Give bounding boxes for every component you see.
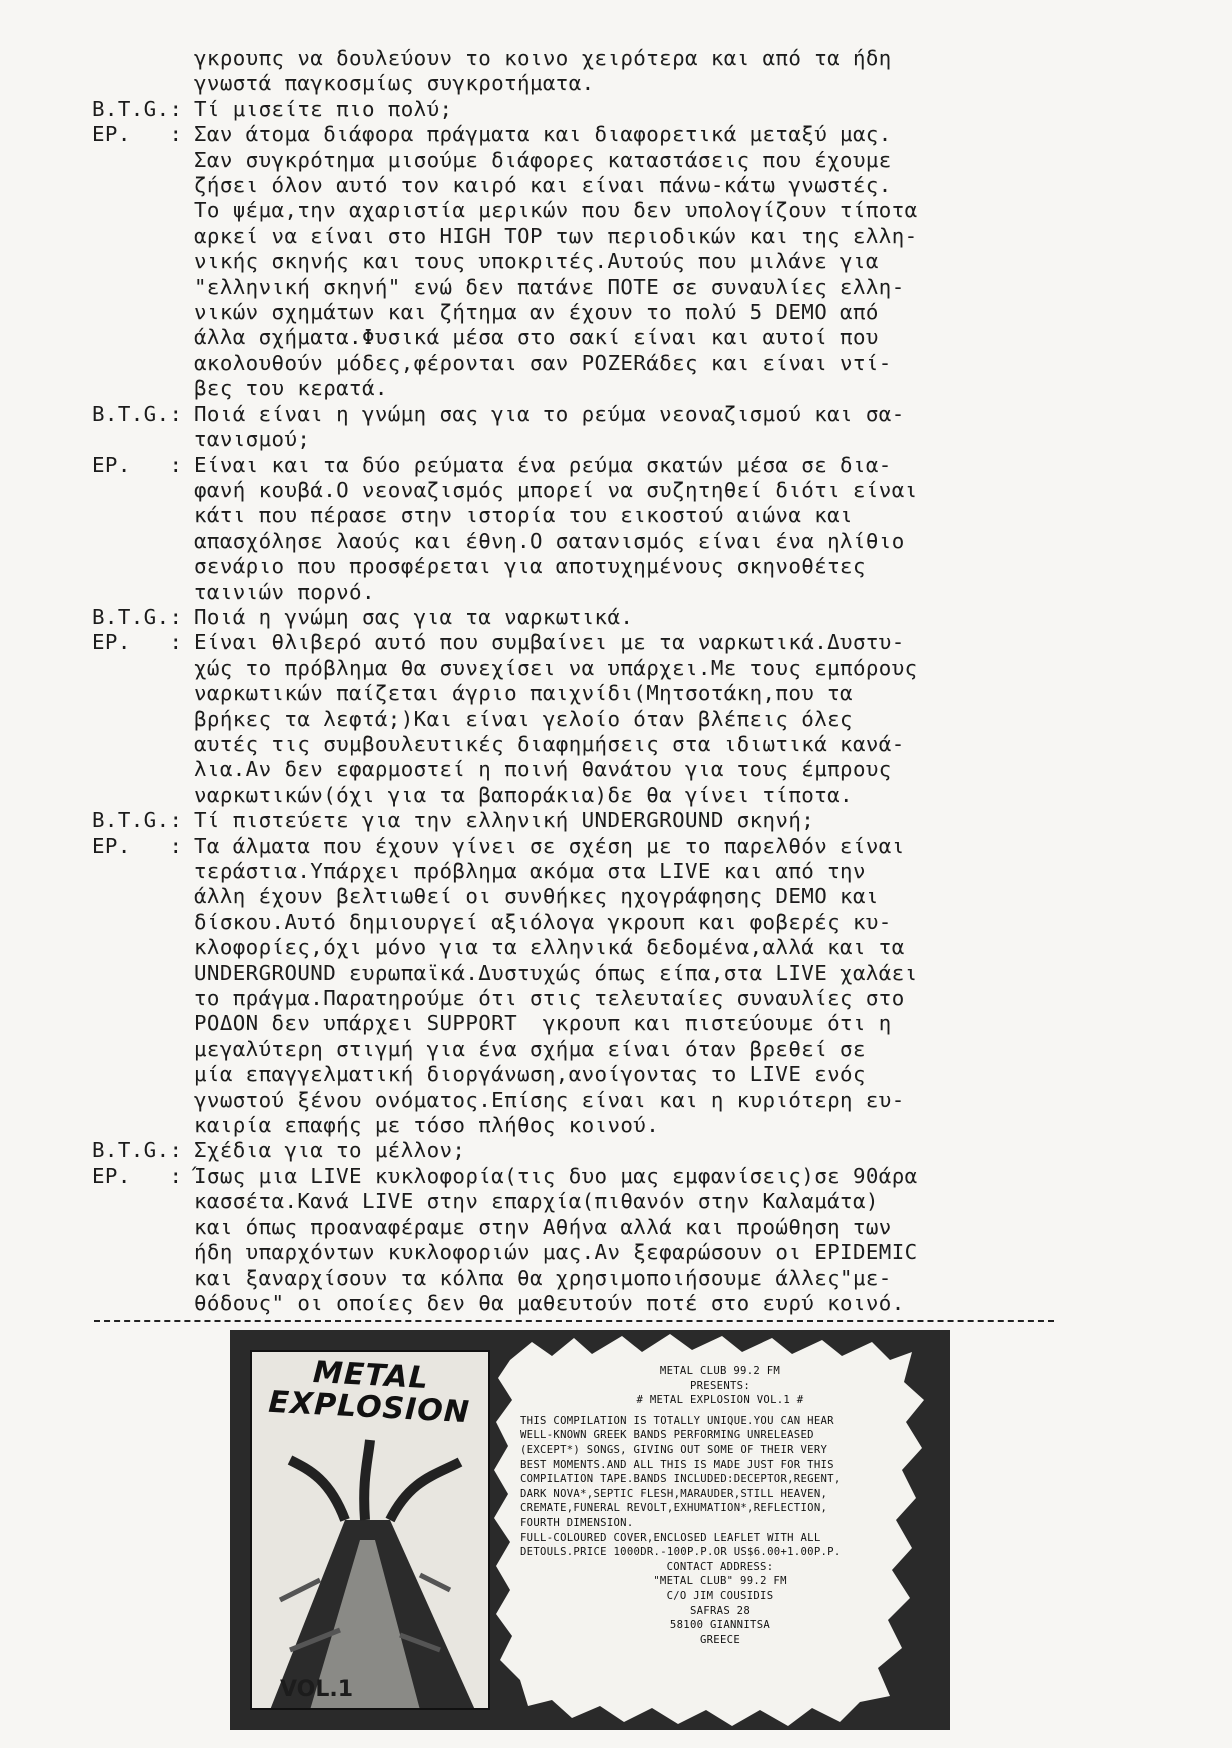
dashed-divider bbox=[94, 1320, 1054, 1322]
text-line: Σαν συγκρότημα μισούμε διάφορες καταστάσεις που έχουμε bbox=[194, 147, 892, 172]
speaker-label bbox=[92, 46, 194, 97]
text-line: θόδους" οι οποίες δεν θα μαθευτούν ποτέ στο ευρύ κοινό. bbox=[194, 1290, 905, 1315]
entry-text bbox=[194, 453, 1102, 605]
ad-address-line: C/O JIM COUSIDIS bbox=[666, 1589, 774, 1602]
text-line: Ποιά η γνώμη σας για τα ναρκωτικά. bbox=[194, 604, 634, 629]
ad-body-line: BEST MOMENTS.AND ALL THIS IS MADE JUST FOR THIS bbox=[520, 1458, 834, 1471]
text-line: νικής σκηνής και τους υποκριτές.Αυτούς που μιλάνε για bbox=[194, 249, 879, 274]
ad-address-line: CONTACT ADDRESS: bbox=[666, 1560, 774, 1573]
text-line: Σαν άτομα διάφορα πράγματα και διαφορετικά μεταξύ μας. bbox=[194, 122, 892, 147]
text-line: ταινιών πορνό. bbox=[194, 579, 375, 604]
answer-entry bbox=[92, 834, 1102, 1139]
speaker-label: EP. : bbox=[92, 122, 183, 147]
ad-body-line: THIS COMPILATION IS TOTALLY UNIQUE.YOU CAN HEAR bbox=[520, 1414, 834, 1427]
continued-text bbox=[92, 46, 1102, 97]
text-line: μία επαγγελματική διοργάνωση,ανοίγοντας το LIVE ενός bbox=[194, 1062, 866, 1087]
text-line: καιρία επαφής με τόσο πλήθος κοινού. bbox=[194, 1113, 660, 1138]
ad-body-line: WELL-KNOWN GREEK BANDS PERFORMING UNRELEASED bbox=[520, 1429, 814, 1442]
text-line: σενάριο που προσφέρεται για αποτυχημένους σκηνοθέτες bbox=[194, 554, 866, 579]
ad-header-line: PRESENTS: bbox=[689, 1379, 751, 1392]
question-entry bbox=[92, 808, 1102, 833]
entry-text bbox=[194, 97, 1102, 122]
text-line: δίσκου.Αυτό δημιουργεί αξιόλογα γκρουπ και φοβερές κυ- bbox=[194, 909, 892, 934]
speaker-label: B.T.G.: bbox=[92, 1138, 183, 1163]
text-line: Είναι και τα δύο ρεύματα ένα ρεύμα σκατών μέσα σε δια- bbox=[194, 452, 892, 477]
question-entry bbox=[92, 97, 1102, 122]
text-line: τεράστια.Υπάρχει πρόβλημα ακόμα στα LIVE και από την bbox=[194, 859, 866, 883]
text-line: και όπως προαναφέραμε στην Αθήνα αλλά και προώθηση των bbox=[194, 1214, 892, 1239]
text-line: Το ψέμα,την αχαριστία μερικών που δεν υπολογίζουν τίποτα bbox=[194, 198, 918, 223]
text-line: τανισμού; bbox=[194, 427, 311, 452]
text-line: γνωστού ξένου ονόματος.Επίσης είναι και η κυριότερη ευ- bbox=[194, 1087, 905, 1112]
text-line: ναρκωτικών παίζεται άγριο παιχνίδι(Μητσοτάκη,που τα bbox=[194, 681, 853, 706]
text-line: ΡΟΔΟΝ δεν υπάρχει SUPPORT γκρουπ και πιστεύουμε ότι η bbox=[194, 1011, 892, 1036]
ad-text-panel bbox=[492, 1330, 950, 1730]
text-line: και ξαναρχίσουν τα κόλπα θα χρησιμοποιήσουμε άλλες"με- bbox=[194, 1265, 892, 1290]
text-line: αρκεί να είναι στο HIGH TOP των περιοδικών και της ελλη- bbox=[194, 223, 918, 248]
ad-body-line: (EXCEPT*) SONGS, GIVING OUT SOME OF THEIR VERY bbox=[520, 1443, 828, 1456]
text-line: βρήκες τα λεφτά;)Και είναι γελοίο όταν βλέπεις όλες bbox=[194, 706, 853, 731]
speaker-label: B.T.G.: bbox=[92, 604, 183, 629]
ad-address-line: SAFRAS 28 bbox=[689, 1604, 751, 1617]
speaker-label: B.T.G.: bbox=[92, 808, 183, 833]
entry-text bbox=[194, 1164, 1102, 1316]
text-line: νικών σχημάτων και ζήτημα αν έχουν το πολύ 5 DEMO από bbox=[194, 300, 879, 325]
entry-text bbox=[194, 46, 1102, 97]
question-entry bbox=[92, 605, 1102, 630]
ad-header-line: # METAL EXPLOSION VOL.1 # bbox=[636, 1394, 804, 1407]
text-line: ήδη υπαρχόντων κυκλοφοριών μας.Αν ξεφαρώσουν οι EPIDEMIC bbox=[194, 1240, 918, 1265]
speaker-label: EP. : bbox=[92, 833, 183, 858]
text-line: Σχέδια για το μέλλον; bbox=[194, 1138, 466, 1163]
ad-header-line: METAL CLUB 99.2 FM bbox=[659, 1365, 781, 1377]
ad-body-line: FULL-COLOURED COVER,ENCLOSED LEAFLET WITH ALL bbox=[520, 1531, 821, 1544]
text-line: αυτές τις συμβουλευτικές διαφημήσεις στα ιδιωτικά κανά- bbox=[194, 731, 905, 756]
ad-body-line: FOURTH DIMENSION. bbox=[520, 1516, 634, 1529]
text-line: Τα άλματα που έχουν γίνει σε σχέση με το παρελθόν είναι bbox=[194, 833, 905, 858]
text-line: κασσέτα.Κανά LIVE στην επαρχία(πιθανόν στην Καλαμάτα) bbox=[194, 1189, 879, 1214]
text-line: άλλη έχουν βελτιωθεί οι συνθήκες ηχογράφησης DEMO και bbox=[194, 884, 879, 909]
text-line: απασχόλησε λαούς και έθνη.Ο σατανισμός είναι ένα ηλίθιο bbox=[194, 528, 905, 553]
speaker-label: EP. : bbox=[92, 452, 183, 477]
cover-title: METAL EXPLOSION bbox=[267, 1355, 471, 1431]
ad-body-line: DETOULS.PRICE 1000DR.-100P.P.OR US$6.00+1.00P.P. bbox=[520, 1546, 841, 1559]
answer-entry bbox=[92, 1164, 1102, 1316]
text-line: ναρκωτικών(όχι για τα βαποράκια)δε θα γίνει τίποτα. bbox=[194, 782, 853, 807]
interview-text bbox=[92, 46, 1102, 1316]
cover-volume: VOL.1 bbox=[280, 1677, 354, 1702]
text-line: το πράγμα.Παρατηρούμε ότι στις τελευταίες συναυλίες στο bbox=[194, 986, 905, 1011]
question-entry bbox=[92, 1138, 1102, 1163]
text-line: μεγαλύτερη στιγμή για ένα σχήμα είναι όταν βρεθεί σε bbox=[194, 1036, 866, 1061]
entry-text bbox=[194, 1138, 1102, 1163]
answer-entry bbox=[92, 453, 1102, 605]
speaker-label: EP. : bbox=[92, 630, 183, 655]
text-line: φανή κουβά.Ο νεοναζισμός μπορεί να συζητηθεί διότι είναι bbox=[194, 477, 918, 502]
ad-body-line: COMPILATION TAPE.BANDS INCLUDED:DECEPTOR,REGENT, bbox=[520, 1473, 841, 1486]
compilation-advert bbox=[230, 1330, 950, 1730]
answer-entry bbox=[92, 630, 1102, 808]
question-entry bbox=[92, 402, 1102, 453]
text-line: κλοφορίες,όχι μόνο για τα ελληνικά δεδομένα,αλλά και τα bbox=[194, 935, 905, 960]
speaker-label: B.T.G.: bbox=[92, 96, 183, 121]
text-line: Τί μισείτε πιο πολύ; bbox=[194, 96, 453, 121]
ad-body-line: CREMATE,FUNERAL REVOLT,EXHUMATION*,REFLECTION, bbox=[520, 1502, 828, 1515]
ad-body-line: DARK NOVA*,SEPTIC FLESH,MARAUDER,STILL HEAVEN, bbox=[520, 1487, 828, 1500]
text-line: γνωστά παγκοσμίως συγκροτήματα. bbox=[194, 71, 595, 96]
text-line: Ίσως μια LIVE κυκλοφορία(τις δυο μας εμφανίσεις)σε 90άρα bbox=[194, 1163, 918, 1188]
speaker-label: EP. : bbox=[92, 1163, 183, 1188]
text-line: Τί πιστεύετε για την ελληνική UNDERGROUND σκηνή; bbox=[194, 808, 815, 833]
entry-text bbox=[194, 605, 1102, 630]
ad-address-line: 58100 GIANNITSA bbox=[669, 1619, 771, 1632]
speaker-label: B.T.G.: bbox=[92, 401, 183, 426]
text-line: UNDERGROUND ευρωπαϊκά.Δυστυχώς όπως είπα,στα LIVE χαλάει bbox=[194, 960, 918, 985]
text-line: ζήσει όλον αυτό τον καιρό και είναι πάνω-κάτω γνωστές. bbox=[194, 173, 892, 198]
answer-entry bbox=[92, 122, 1102, 401]
entry-text bbox=[194, 402, 1102, 453]
text-line: λια.Αν δεν εφαρμοστεί η ποινή θανάτου για τους έμπρους bbox=[194, 757, 892, 782]
entry-text bbox=[194, 834, 1102, 1139]
entry-text bbox=[194, 122, 1102, 401]
text-line: άλλα σχήματα.Φυσικά μέσα στο σακί είναι και αυτοί που bbox=[194, 325, 879, 350]
ad-address-line: GREECE bbox=[699, 1633, 741, 1646]
text-line: "ελληνική σκηνή" ενώ δεν πατάνε ΠΟΤΕ σε συναυλίες ελλη- bbox=[194, 274, 905, 299]
text-line: χώς το πρόβλημα θα συνεχίσει να υπάρχει.Με τους εμπόρους bbox=[194, 655, 918, 680]
text-line: Ποιά είναι η γνώμη σας για το ρεύμα νεοναζισμού και σα- bbox=[194, 401, 905, 426]
text-line: ακολουθούν μόδες,φέρονται σαν POZERάδες και είναι ντί- bbox=[194, 350, 892, 375]
entry-text bbox=[194, 630, 1102, 808]
entry-text bbox=[194, 808, 1102, 833]
ad-copy bbox=[520, 1364, 920, 1647]
text-line: Είναι θλιβερό αυτό που συμβαίνει με τα ναρκωτικά.Δυστυ- bbox=[194, 630, 905, 655]
text-line: κάτι που πέρασε στην ιστορία του εικοστού αιώνα και bbox=[194, 503, 853, 528]
text-line: βες του κερατά. bbox=[194, 376, 388, 401]
tape-cover-art bbox=[250, 1350, 490, 1710]
ad-address-line: "METAL CLUB" 99.2 FM bbox=[653, 1575, 787, 1588]
text-line: γκρουπς να δουλεύουν το κοινο χειρότερα και από τα ήδη bbox=[194, 46, 892, 70]
